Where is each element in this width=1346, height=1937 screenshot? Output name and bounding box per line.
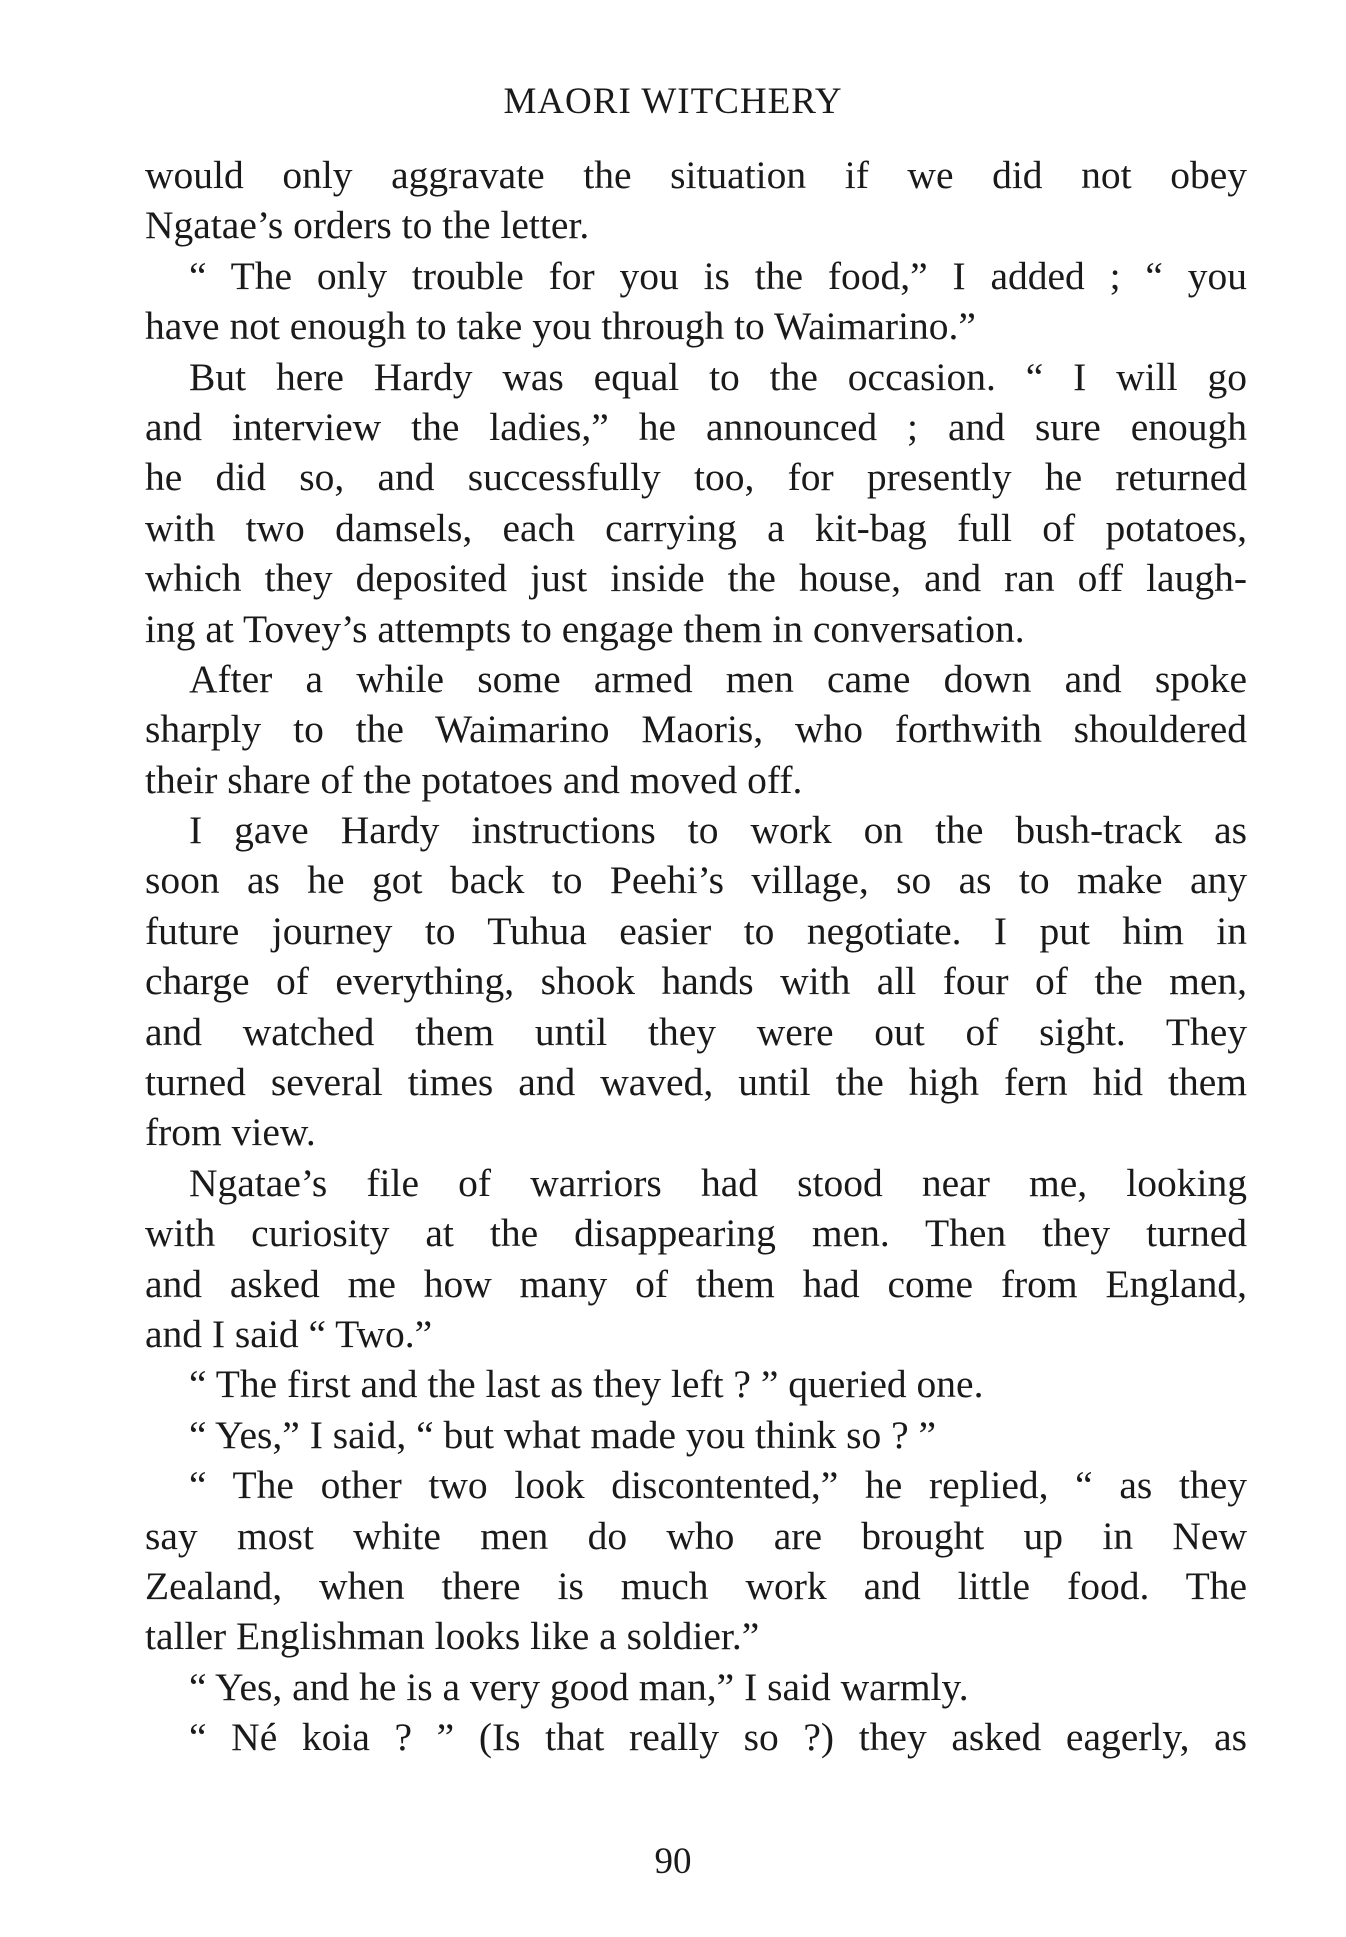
text-line: soon as he got back to Peehi’s village, so as to make any — [145, 858, 1247, 903]
text-line: After a while some armed men came down and spoke — [189, 656, 1247, 701]
running-head: MAORI WITCHERY — [503, 81, 843, 122]
text-line: say most white men do who are brought up in New — [145, 1513, 1247, 1558]
text-line: “ The only trouble for you is the food,” I added ; “ you — [189, 253, 1247, 298]
text-line: “ The first and the last as they left ? ” queried one. — [189, 1362, 984, 1407]
text-line: Zealand, when there is much work and little food. The — [145, 1563, 1247, 1608]
text-line: he did so, and successfully too, for presently he returned — [145, 455, 1247, 500]
text-line: and asked me how many of them had come from England, — [145, 1261, 1247, 1306]
text-line: taller Englishman looks like a soldier.” — [145, 1614, 760, 1659]
text-line: with two damsels, each carrying a kit-bag full of potatoes, — [145, 505, 1247, 550]
text-line: sharply to the Waimarino Maoris, who forthwith shouldered — [145, 707, 1247, 752]
text-line: have not enough to take you through to Waimarino.” — [145, 304, 976, 349]
text-line: their share of the potatoes and moved off. — [145, 757, 803, 802]
text-line: which they deposited just inside the house, and ran off laugh- — [145, 556, 1247, 601]
text-line: I gave Hardy instructions to work on the bush-track as — [189, 808, 1247, 853]
text-line: “ Yes,” I said, “ but what made you think so ? ” — [189, 1412, 937, 1457]
text-line: “ Yes, and he is a very good man,” I said warmly. — [189, 1664, 969, 1709]
text-line: Ngatae’s orders to the letter. — [145, 203, 590, 248]
text-line: with curiosity at the disappearing men. Then they turned — [145, 1211, 1247, 1256]
text-line: ing at Tovey’s attempts to engage them in conversation. — [145, 606, 1025, 651]
text-line: “ The other two look discontented,” he replied, “ as they — [189, 1463, 1247, 1508]
text-line: But here Hardy was equal to the occasion. “ I will go — [189, 354, 1247, 399]
text-line: Ngatae’s file of warriors had stood near me, looking — [189, 1160, 1247, 1205]
text-line: “ Né koia ? ” (Is that really so ?) they asked eagerly, as — [189, 1715, 1247, 1760]
text-line: charge of everything, shook hands with all four of the men, — [145, 959, 1247, 1004]
text-line: and watched them until they were out of sight. They — [145, 1009, 1247, 1054]
text-line: would only aggravate the situation if we did not obey — [145, 153, 1247, 197]
page-number: 90 — [654, 1841, 692, 1882]
text-line: turned several times and waved, until the high fern hid them — [145, 1060, 1247, 1105]
text-line: and I said “ Two.” — [145, 1311, 433, 1356]
text-line: from view. — [145, 1110, 316, 1155]
body-text — [145, 150, 1247, 1763]
text-line: future journey to Tuhua easier to negotiate. I put him in — [145, 908, 1247, 953]
text-line: and interview the ladies,” he announced ; and sure enough — [145, 404, 1247, 449]
